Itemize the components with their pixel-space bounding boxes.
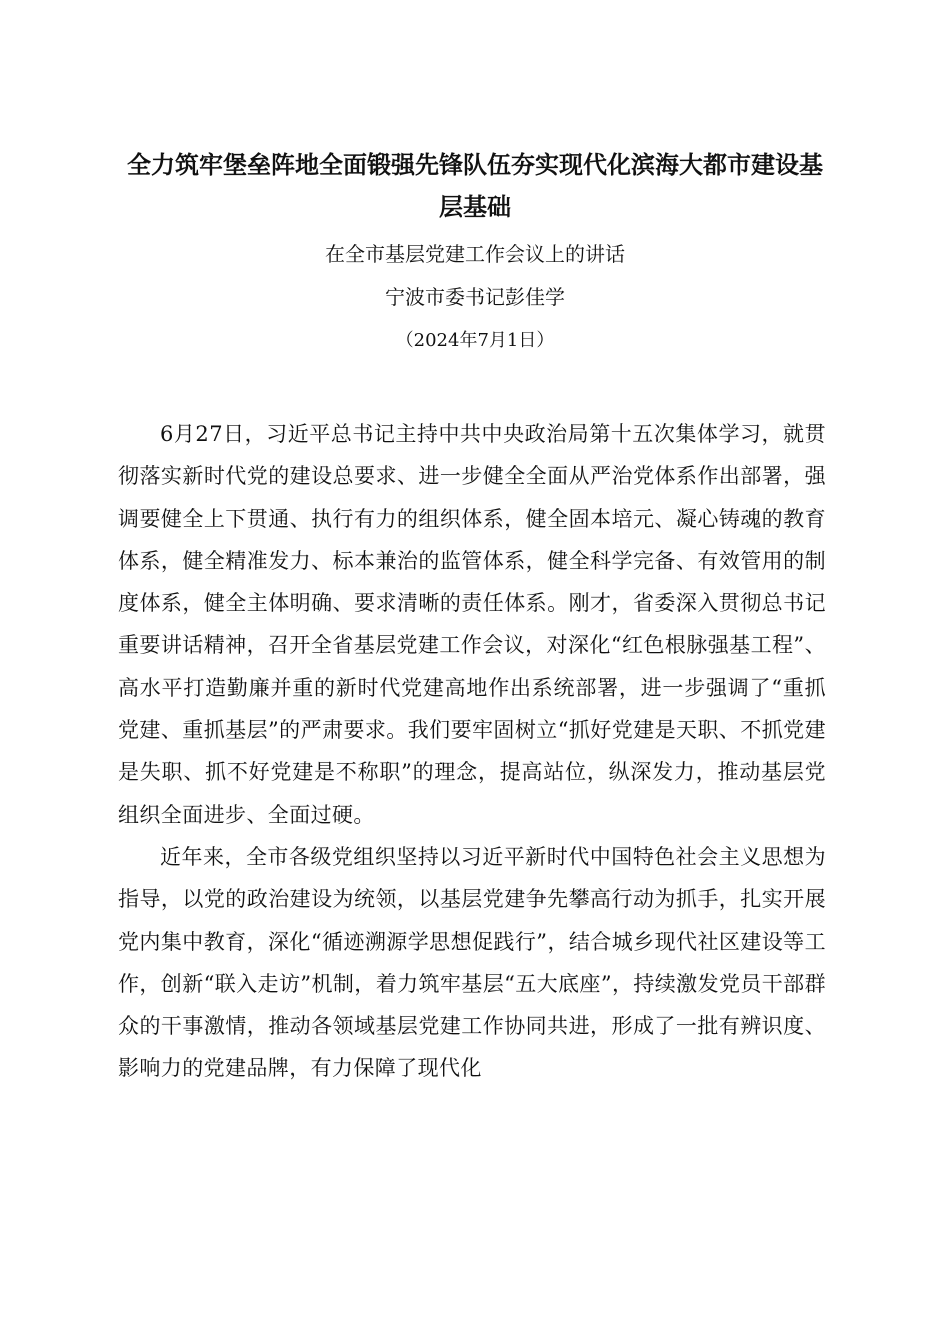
- document-title: 全力筑牢堡垒阵地全面锻强先锋队伍夯实现代化滨海大都市建设基层基础: [127, 151, 823, 221]
- speech-date: （2024年7月1日）: [395, 330, 555, 351]
- document-subtitle: 在全市基层党建工作会议上的讲话: [325, 242, 625, 266]
- body-paragraph-2: 近年来，全市各级党组织坚持以习近平新时代中国特色社会主义思想为指导，以党的政治建设为统领，以基层党建争先攀高行动为抓手，扎实开展党内集中教育，深化“循迹溯源学思想促践行”，结合城乡现代社区建设等工作，创新“联入走访”机制，着力筑牢基层“五大底座”，持续激发党员干部群众的干事激情，推动各领域基层党建工作协同共进，形成了一批有辨识度、影响力的党建品牌，有力保障了现代化: [118, 844, 826, 1081]
- speaker-line: 宁波市委书记彭佳学: [385, 285, 565, 309]
- body-paragraph-1: 6月27日，习近平总书记主持中共中央政治局第十五次集体学习，就贯彻落实新时代党的建设总要求、进一步健全全面从严治党体系作出部署，强调要健全上下贯通、执行有力的组织体系，健全固本培元、凝心铸魂的教育体系，健全精准发力、标本兼治的监管体系，健全科学完备、有效管用的制度体系，健全主体明确、要求清晰的责任体系。刚才，省委深入贯彻总书记重要讲话精神，召开全省基层党建工作会议，对深化“红色根脉强基工程”、高水平打造勤廉并重的新时代党建高地作出系统部署，进一步强调了“重抓党建、重抓基层”的严肃要求。我们要牢固树立“抓好党建是天职、不抓党建是失职、抓不好党建是不称职”的理念，提高站位，纵深发力，推动基层党组织全面进步、全面过硬。: [118, 422, 826, 827]
- document-body: [118, 413, 826, 1090]
